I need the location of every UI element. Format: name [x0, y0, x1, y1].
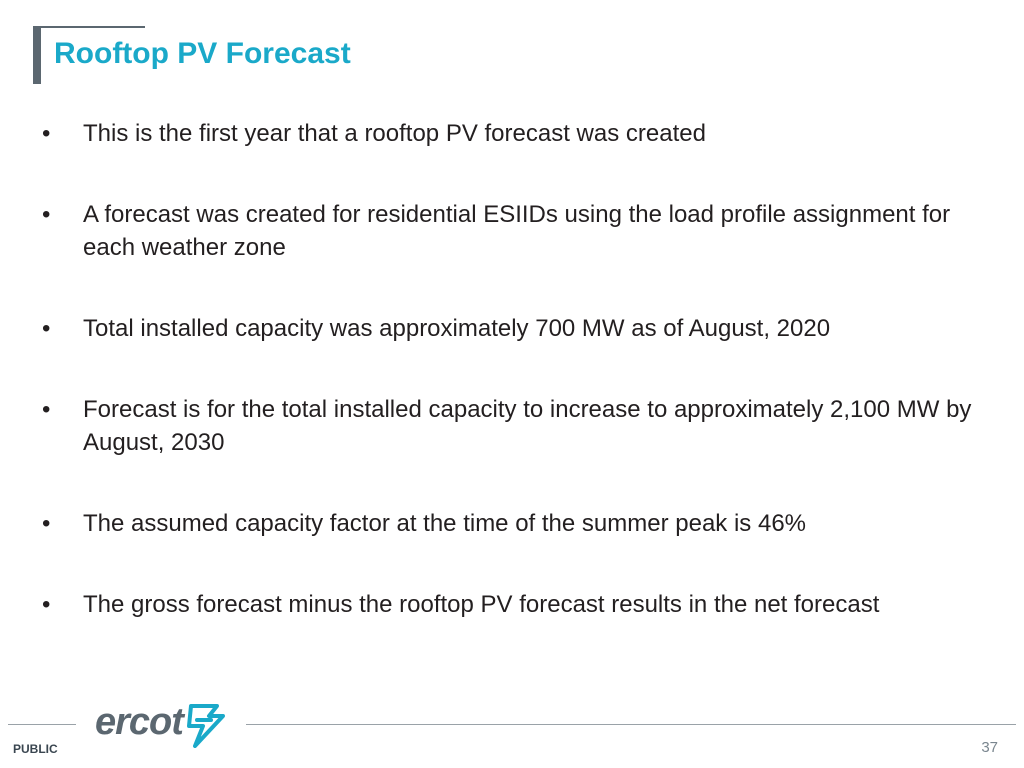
bullet-item	[42, 588, 992, 621]
title-accent-bar	[33, 26, 41, 84]
bullet-marker: •	[42, 120, 51, 147]
bullet-item	[42, 312, 992, 345]
logo-wordmark: ercot	[95, 701, 183, 743]
ercot-logo	[95, 700, 227, 748]
bullet-text: This is the first year that a rooftop PV forecast was created	[83, 120, 706, 147]
footer-divider-right	[246, 724, 1016, 725]
bullet-text: Forecast is for the total installed capacity to increase to approximately 2,100 MW by August, 2030	[83, 396, 972, 456]
bullet-marker: •	[42, 510, 51, 537]
bullet-marker: •	[42, 315, 51, 342]
slide-title: Rooftop PV Forecast	[54, 37, 351, 70]
bullet-marker: •	[42, 591, 51, 618]
bullet-text: The gross forecast minus the rooftop PV forecast results in the net forecast	[83, 591, 880, 618]
bullet-item	[42, 393, 992, 459]
bullet-item	[42, 117, 992, 150]
bullet-text: The assumed capacity factor at the time of the summer peak is 46%	[83, 510, 806, 537]
bullet-text: Total installed capacity was approximately 700 MW as of August, 2020	[83, 315, 831, 342]
page-number: 37	[981, 739, 998, 756]
bullet-text: A forecast was created for residential ESIIDs using the load profile assignment for each weather zone	[83, 201, 951, 261]
bullet-marker: •	[42, 396, 51, 423]
bullet-list	[42, 117, 992, 669]
title-accent-line	[33, 26, 145, 28]
bullet-marker: •	[42, 201, 51, 228]
footer-divider-left	[8, 724, 76, 725]
classification-label: PUBLIC	[13, 742, 58, 756]
bullet-item	[42, 198, 992, 264]
bullet-item	[42, 507, 992, 540]
ercot-lightning-star-icon	[187, 700, 225, 748]
